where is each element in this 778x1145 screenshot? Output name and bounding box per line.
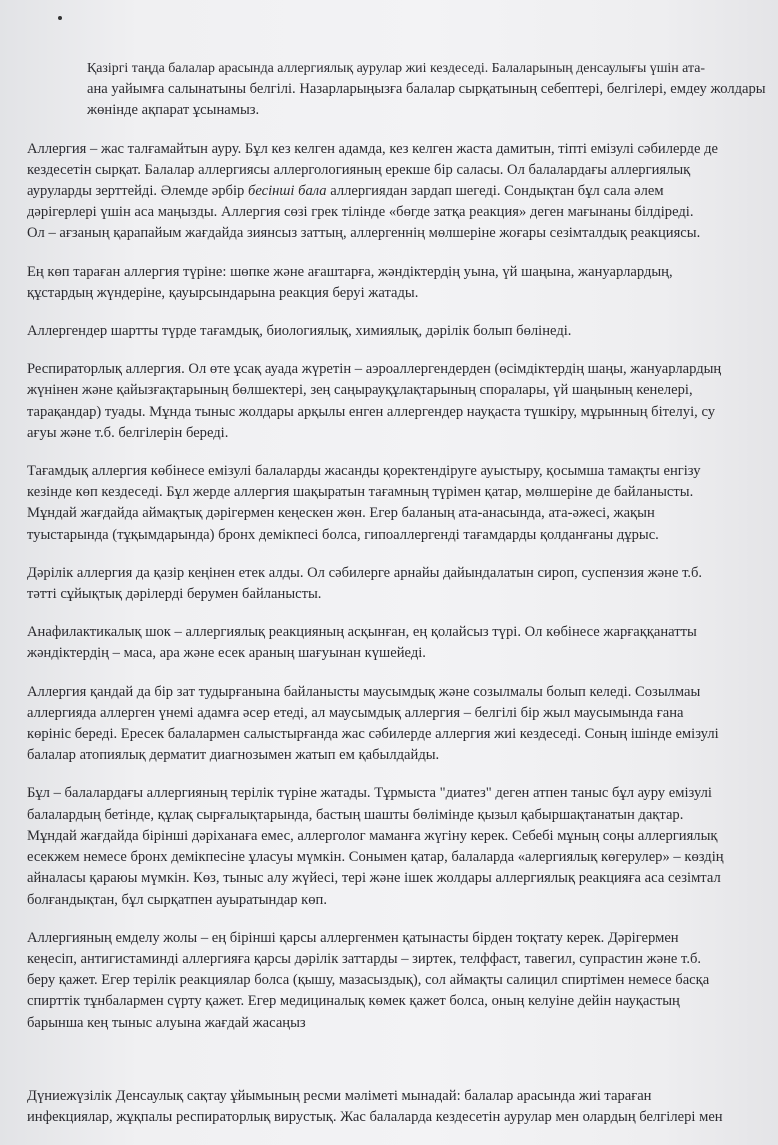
text-line: балалар атопиялық дерматит диагнозымен жатып ем қабылдайды. <box>27 747 440 764</box>
text-line: Ол – ағзаның қарапайым жағдайда зиянсыз заттың, аллергеннің мөлшеріне жоғары сезімталдық реакциясы. <box>27 225 701 242</box>
paragraph-definition <box>27 139 760 245</box>
paragraph-anaphylaxis <box>27 622 760 664</box>
text-line: Респираторлық аллергия. Ол өте ұсақ ауада жүретін – аэроаллергендерден (өсімдіктердің шаңы, жануарлардың <box>27 361 722 378</box>
text-line: Дәрілік аллергия да қазір кеңінен етек алды. Ол сәбилерге арнайы дайындалатын сироп, суспензия және т.б. <box>27 564 703 581</box>
text-line: Аллергия қандай да бір зат тудырғанына байланысты маусымдық және созылмалы болып келеді. Созылмаы <box>27 683 701 700</box>
text-line: балалардың бетінде, құлақ сырғалықтарында, бастың шашты бөлімінде қызыл қабыршақтанатын дақтар. <box>27 806 684 823</box>
text-line: Дүниежүзілік Денсаулық сақтау ұйымының ресми мәліметі мынадай: балалар арасында жиі тараған <box>27 1087 652 1104</box>
paragraph-skin <box>27 783 760 910</box>
text-line: Аллергия – жас талғамайтын ауру. Бұл кез келген адамда, кез келген жаста дамитын, тіпті емізулі сәбилерде де <box>27 140 719 157</box>
text-line: беру қажет. Егер терілік реакциялар болса (қышу, мазасыздық), сол аймақты салицил спиртімен немесе басқа <box>27 972 710 989</box>
text-line: кеңесіп, антигистаминді аллергияға қарсы дәрілік заттарды – зиртек, телффаст, тавегил, супрастин және т.б. <box>27 950 702 967</box>
text-line: дәрігерлері үшін аса маңызды. Аллергия сөзі грек тілінде «бөгде затқа реакция» деген мағынаны білдіреді. <box>27 204 694 221</box>
text-line: тарақандар) туады. Мұнда тыныс жолдары арқылы енген аллергендер науқаста түшкіру, мұрынның бітелуі, су <box>27 403 716 420</box>
paragraph-food <box>27 461 760 546</box>
text-line: кездесетін сырқат. Балалар аллергиясы аллергологияның ерекше бір саласы. Ол балалардағы аллергиялық <box>27 161 691 178</box>
text-line: Аллергендер шартты түрде тағамдық, биологиялық, химиялық, дәрілік болып бөлінеді. <box>27 323 572 340</box>
text-line: инфекциялар, жұқпалы респираторлық вирустық. Жас балаларда кездесетін аурулар мен олардың белгілері мен <box>27 1108 723 1125</box>
scan-dot <box>58 16 62 20</box>
text-segment: ауруларды зерттейді. Әлемде әрбір <box>27 183 248 200</box>
text-line: тәтті сұйықтық дәрілерді берумен байланысты. <box>27 586 322 603</box>
paragraph-classification <box>27 321 760 342</box>
text-line: есекжем немесе бронх демікпесіне ұласуы мүмкін. Сонымен қатар, балаларда «алергиялық көгерулер» – көздің <box>27 849 724 866</box>
text-line: аллергияда аллерген үнемі адамға әсер етеді, ал маусымдық аллергия – белгілі бір жыл маусымында ғана <box>27 704 684 721</box>
text-line: жәндіктердің – маса, ара және есек араның шағуынан күшейеді. <box>27 645 426 662</box>
text-line: болғандықтан, бұл сырқатпен ауыратындар көп. <box>27 891 328 908</box>
italic-phrase: бесінші бала <box>248 183 327 200</box>
text-line-emphasis <box>27 181 760 202</box>
text-line: Анафилактикалық шок – аллергиялық реакцияның асқынған, ең қолайсыз түрі. Ол көбінесе жарғаққанатты <box>27 624 697 641</box>
text-line: Бұл – балалардағы аллергияның терілік түріне жатады. Тұрмыста "диатез" деген атпен таныс бұл ауру емізулі <box>27 785 712 802</box>
text-line: Мұндай жағдайда аймақтық дәрігермен кеңескен жөн. Егер баланың ата-анасында, ата-әжесі, жақын <box>27 505 655 522</box>
paragraph-drug <box>27 563 760 605</box>
text-line: туыстарында (тұқымдарында) бронх демікпесі болса, гипоаллергенді тағамдарды қолданғаны дұрыс. <box>27 526 659 543</box>
paragraph-who <box>27 1086 760 1128</box>
text-line: ағуы және т.б. белгілерін береді. <box>27 424 229 441</box>
text-line: айналасы қараюы мүмкін. Көз, тыныс алу жүйесі, тері және ішек жолдары аллергиялық реакцияға аса сезімтал <box>27 870 721 887</box>
text-line: Тағамдық аллергия көбінесе емізулі балаларды жасанды қоректендіруге ауыстыру, қосымша тамақты енгізу <box>27 463 701 480</box>
text-line: спирттік тұнбалармен сүрту қажет. Егер медициналық көмек қажет болса, оның келуіне дейін науқастың <box>27 993 680 1010</box>
text-line: ана уайымға салынатыны белгілі. Назарларыңызға балалар сырқатының себептері, белгілері, емдеу жолдары <box>87 81 766 98</box>
text-line: жөнінде ақпарат ұсынамыз. <box>87 102 260 119</box>
text-line: Мұндай жағдайда бірінші дәріханаға емес, аллерголог маманға жүгіну керек. Себебі мұның соңы аллергиялық <box>27 827 718 844</box>
text-line: кезінде көп кездеседі. Бұл жерде аллергия шақыратын тағамның түрімен қатар, мөлшеріне де байланысты. <box>27 484 694 501</box>
paragraph-respiratory <box>27 359 760 444</box>
text-line: көрініс береді. Ересек балалармен салыстырғанда жас сәбилерде аллергия жиі кездеседі. Соның ішінде емізулі <box>27 726 719 743</box>
text-line: барынша кең тыныс алуына жағдай жасаңыз <box>27 1014 306 1031</box>
paragraph-intro <box>27 58 766 122</box>
text-line: құстардың жүндеріне, қауырсындарына реакция беруі жатады. <box>27 284 419 301</box>
paragraph-treatment <box>27 928 760 1034</box>
text-segment: аллергиядан зардап шегеді. Сондықтан бұл сала әлем <box>326 183 664 200</box>
text-line: Ең көп тараған аллергия түріне: шөпке және ағаштарға, жәндіктердің уына, үй шаңына, жануарлардың, <box>27 263 673 280</box>
text-line: Қазіргі таңда балалар арасында аллергиялық аурулар жиі кездеседі. Балаларының денсаулығы үшін ата- <box>87 61 706 76</box>
paragraph-seasonal <box>27 682 760 767</box>
text-line: Аллергияның емделу жолы – ең бірінші қарсы аллергенмен қатынасты бірден тоқтату керек. Дәрігермен <box>27 929 679 946</box>
text-line: жүнінен және қайызғақтарының бөлшектері, зең саңырауқұлақтарының споралары, үй шаңының кенелері, <box>27 382 693 399</box>
paragraph-common-types <box>27 262 760 304</box>
